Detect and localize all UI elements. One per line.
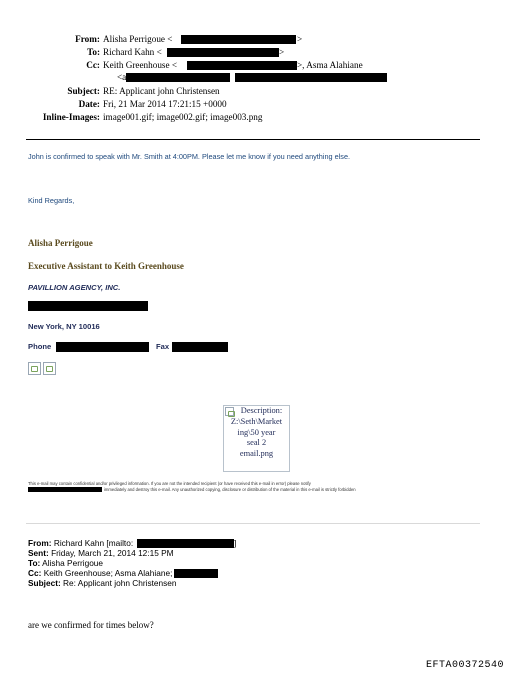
redaction (28, 487, 102, 492)
redaction (56, 342, 149, 352)
reply-divider (26, 523, 480, 524)
signature-name: Alisha Perrigoue (28, 238, 93, 248)
seal-alt-line: Description: (224, 406, 289, 417)
broken-image-icon (28, 362, 41, 375)
seal-alt-line: ing\50 year (237, 427, 276, 437)
to-close: > (279, 47, 285, 57)
reply-from-label: From: (28, 538, 52, 548)
signature-agency: PAVILLION AGENCY, INC. (28, 283, 121, 292)
fax-label: Fax (156, 342, 170, 351)
to-label: To: (87, 47, 100, 57)
reply-cc-row (28, 568, 172, 578)
redaction (167, 48, 279, 57)
document-id: EFTA00372540 (425, 660, 504, 671)
reply-to-label: To: (28, 558, 41, 568)
redaction (137, 538, 237, 548)
signature-title: Executive Assistant to Keith Greenhouse (28, 261, 184, 271)
from-close: > (297, 34, 303, 44)
reply-subject-row (28, 578, 177, 588)
reply-sent-label: Sent: (28, 548, 49, 558)
reply-subject-label: Subject: (28, 578, 61, 588)
seal-alt-line: Z:\Seth\Market (230, 416, 283, 426)
disclaimer-line-1: This e-mail may contain confidential and/or privileged information. If you are not the intended recipient (or have received this e-mail in error) please notify (28, 481, 311, 486)
reply-from-close: ] (234, 538, 237, 548)
date-value: Fri, 21 Mar 2014 17:21:15 +0000 (103, 99, 227, 109)
redaction (181, 35, 296, 44)
to-value: Richard Kahn < (103, 47, 162, 57)
redaction (187, 61, 297, 70)
reply-sent-value: Friday, March 21, 2014 12:15 PM (51, 548, 174, 558)
redaction (126, 73, 230, 82)
from-value: Alisha Perrigoue < (103, 34, 173, 44)
reply-to-row (28, 558, 103, 568)
closing-regards: Kind Regards, (28, 196, 75, 205)
subject-value: RE: Applicant john Christensen (103, 86, 220, 96)
redaction (172, 342, 228, 352)
message-body: John is confirmed to speak with Mr. Smith at 4:00PM. Please let me know if you need anything else. (28, 152, 351, 161)
seal-image-placeholder (223, 405, 290, 472)
seal-alt-line: seal 2 (246, 438, 267, 448)
cc-value: Keith Greenhouse < (103, 60, 178, 70)
subject-label: Subject: (67, 86, 100, 96)
date-label: Date: (78, 99, 100, 109)
cc-extra: >, Asma Alahiane (297, 60, 363, 70)
redaction (235, 73, 387, 82)
seal-alt-line: email.png (239, 449, 274, 459)
reply-message: are we confirmed for times below? (28, 620, 154, 630)
reply-from-row (28, 538, 133, 548)
reply-cc-label: Cc: (28, 568, 42, 578)
reply-to-value: Alisha Perrigoue (42, 558, 104, 568)
broken-image-icon (225, 407, 234, 416)
reply-sent-row (28, 548, 174, 558)
header-divider (26, 139, 480, 140)
cc-label: Cc: (86, 60, 100, 70)
signature-city: New York, NY 10016 (28, 322, 100, 331)
reply-subject-value: Re: Applicant john Christensen (63, 578, 177, 588)
reply-cc-value: Keith Greenhouse; Asma Alahiane; (43, 568, 173, 578)
from-label: From: (75, 34, 100, 44)
redaction (28, 301, 148, 311)
reply-from-value: Richard Kahn [mailto: (53, 538, 134, 548)
broken-image-icon (43, 362, 56, 375)
cc-line2: <a (117, 72, 127, 82)
redaction (174, 569, 218, 578)
phone-label: Phone (28, 342, 52, 351)
disclaimer-line-2: immediately and destroy this e-mail. Any unauthorized copying, disclosure or distribution of the material in this e-mail is strictly forbidden (104, 487, 356, 492)
images-label: Inline-Images: (42, 112, 100, 122)
images-value: image001.gif; image002.gif; image003.png (103, 112, 263, 122)
